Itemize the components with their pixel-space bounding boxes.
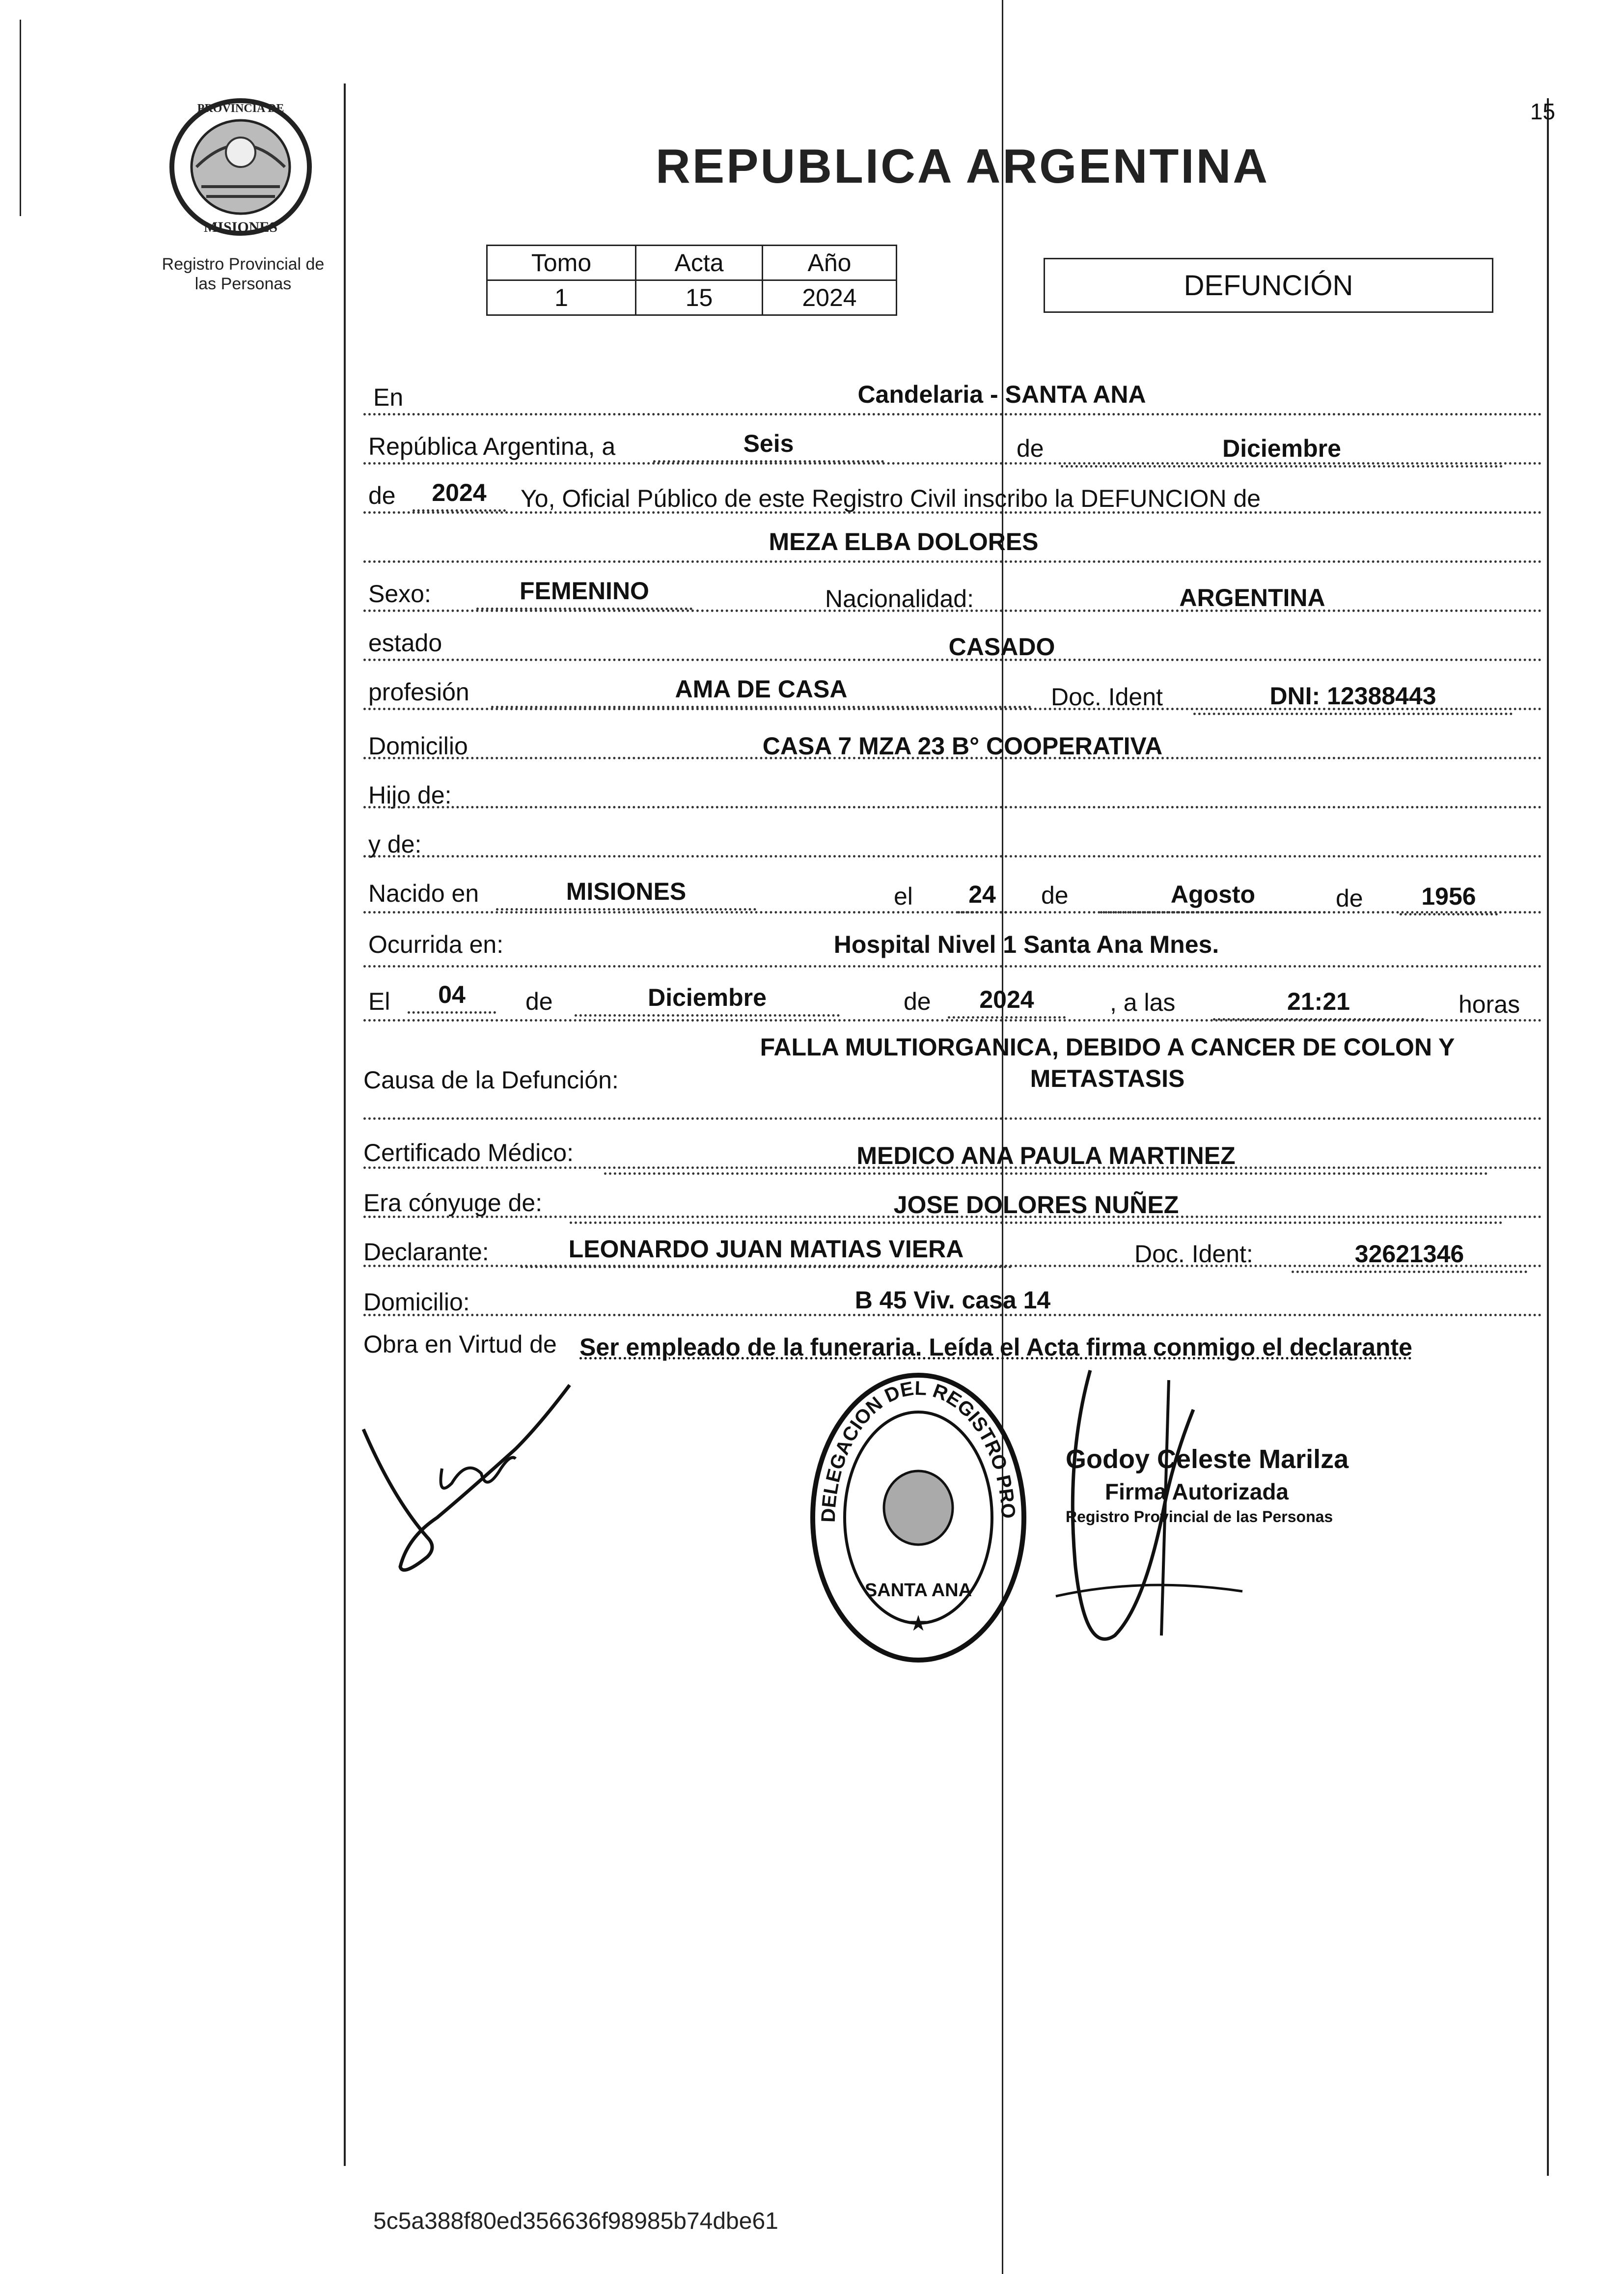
death-at-label: , a las bbox=[1110, 989, 1176, 1016]
occurred-label: Ocurrida en: bbox=[368, 931, 504, 958]
page-number: 15 bbox=[1530, 99, 1555, 124]
certificate-label: Certificado Médico: bbox=[363, 1139, 574, 1166]
cause-value bbox=[668, 1031, 1547, 1094]
row-and-of bbox=[363, 810, 1542, 858]
ref-value-anio: 2024 bbox=[763, 280, 897, 315]
row-address bbox=[363, 712, 1542, 759]
en-label: En bbox=[373, 384, 404, 411]
reference-table bbox=[486, 245, 897, 316]
row-cause bbox=[363, 1031, 1542, 1120]
deceased-name: MEZA ELBA DOLORES bbox=[769, 528, 1039, 555]
civil-status-label: estado bbox=[368, 629, 442, 657]
ref-value-acta: 15 bbox=[636, 280, 763, 315]
death-month: Diciembre bbox=[575, 983, 840, 1012]
row-certificate bbox=[363, 1120, 1542, 1169]
born-label: Nacido en bbox=[368, 880, 479, 907]
declarant-doc-value: 32621346 bbox=[1292, 1240, 1527, 1268]
profession-value: AMA DE CASA bbox=[491, 675, 1031, 703]
sex-label: Sexo: bbox=[368, 580, 431, 608]
registry-caption-line1: Registro Provincial de bbox=[162, 255, 325, 274]
doc-value: DNI: 12388443 bbox=[1193, 682, 1513, 710]
by-virtue-value: Ser empleado de la funeraria. Leída el Acta firma conmigo el declarante bbox=[579, 1333, 1412, 1361]
en-value: Candelaria - SANTA ANA bbox=[857, 381, 1146, 408]
ref-value-tomo: 1 bbox=[487, 280, 636, 315]
cause-line2: METASTASIS bbox=[1030, 1065, 1185, 1092]
row-year bbox=[363, 467, 1542, 514]
date-de-label: de bbox=[1017, 435, 1044, 462]
address-label: Domicilio bbox=[368, 732, 468, 760]
date-day: Seis bbox=[653, 429, 884, 458]
year-label: de bbox=[368, 482, 396, 509]
death-el-label: El bbox=[368, 988, 390, 1015]
delegation-stamp bbox=[805, 1365, 1031, 1672]
record-type-box bbox=[1044, 258, 1493, 313]
provincial-seal bbox=[162, 93, 319, 248]
doc-label: Doc. Ident bbox=[1051, 683, 1163, 711]
declarant-doc-label: Doc. Ident: bbox=[1134, 1240, 1253, 1268]
ref-header-anio: Año bbox=[763, 246, 897, 280]
row-death-date bbox=[363, 968, 1542, 1022]
death-de-label: de bbox=[525, 988, 553, 1015]
declarant-address-label: Domicilio: bbox=[363, 1288, 470, 1316]
death-time: 21:21 bbox=[1213, 987, 1424, 1016]
row-child-of bbox=[363, 761, 1542, 808]
and-of-label: y de: bbox=[368, 831, 422, 858]
nationality-value: ARGENTINA bbox=[1179, 584, 1325, 611]
seal-text-top: PROVINCIA DE bbox=[197, 102, 284, 115]
cause-label: Causa de la Defunción: bbox=[363, 1066, 619, 1094]
civil-status-value: CASADO bbox=[948, 633, 1055, 661]
born-de2-label: de bbox=[1336, 885, 1363, 912]
row-born bbox=[363, 860, 1542, 914]
born-day: 24 bbox=[958, 880, 1007, 909]
left-edge-mark bbox=[20, 20, 21, 216]
address-value: CASA 7 MZA 23 B° COOPERATIVA bbox=[762, 732, 1163, 760]
round-stamp-center-text: SANTA ANA bbox=[864, 1580, 972, 1601]
registry-caption-line2: las Personas bbox=[194, 275, 292, 293]
document-hash: 5c5a388f80ed356636f98985b74dbe61 bbox=[373, 2208, 778, 2234]
row-by-virtue bbox=[363, 1326, 1547, 1365]
record-type: DEFUNCIÓN bbox=[1184, 269, 1353, 302]
registry-caption bbox=[147, 254, 339, 294]
declarant-signature bbox=[354, 1370, 579, 1586]
born-el-label: el bbox=[894, 883, 913, 910]
sex-value: FEMENINO bbox=[476, 577, 692, 605]
date-month: Diciembre bbox=[1061, 434, 1503, 463]
certificate-value: MEDICO ANA PAULA MARTINEZ bbox=[604, 1141, 1488, 1170]
date-label: República Argentina, a bbox=[368, 433, 616, 460]
occurred-value: Hospital Nivel 1 Santa Ana Mnes. bbox=[833, 931, 1219, 958]
row-declarant bbox=[363, 1218, 1542, 1267]
round-stamp-ring-text: DELEGACION DEL REGISTRO PRO bbox=[817, 1377, 1019, 1523]
born-month: Agosto bbox=[1100, 880, 1326, 909]
death-year: 2024 bbox=[948, 985, 1066, 1014]
declarant-label: Declarante: bbox=[363, 1238, 489, 1266]
row-spouse bbox=[363, 1169, 1542, 1218]
row-en bbox=[363, 368, 1542, 416]
statement-text: Yo, Oficial Público de este Registro Civil inscribo la DEFUNCION de bbox=[521, 485, 1261, 512]
death-de2-label: de bbox=[904, 988, 931, 1015]
born-place: MISIONES bbox=[496, 877, 756, 906]
seal-text-bottom: MISIONES bbox=[203, 219, 278, 235]
official-office: Registro Provincial de las Personas bbox=[1066, 1508, 1333, 1525]
form-right-border bbox=[1547, 98, 1549, 2176]
spouse-value: JOSE DOLORES NUÑEZ bbox=[570, 1191, 1503, 1219]
death-day: 04 bbox=[408, 980, 496, 1009]
nationality-label: Nacionalidad: bbox=[825, 585, 974, 612]
row-status bbox=[363, 614, 1542, 661]
ref-header-acta: Acta bbox=[636, 246, 763, 280]
page-title: REPUBLICA ARGENTINA bbox=[656, 139, 1270, 193]
row-name bbox=[363, 516, 1542, 563]
official-name: Godoy Celeste Marilza bbox=[1066, 1444, 1349, 1474]
by-virtue-label: Obra en Virtud de bbox=[363, 1331, 557, 1358]
date-year: 2024 bbox=[413, 478, 506, 507]
row-declarant-address bbox=[363, 1267, 1542, 1316]
declarant-value: LEONARDO JUAN MATIAS VIERA bbox=[521, 1235, 1012, 1263]
row-occurred bbox=[363, 914, 1542, 968]
cause-line1: FALLA MULTIORGANICA, DEBIDO A CANCER DE COLON Y bbox=[760, 1033, 1455, 1061]
child-of-label: Hijo de: bbox=[368, 781, 452, 809]
row-profession bbox=[363, 663, 1542, 710]
ref-header-tomo: Tomo bbox=[487, 246, 636, 280]
profession-label: profesión bbox=[368, 678, 469, 706]
death-hours-label: horas bbox=[1459, 991, 1520, 1018]
official-title: Firma Autorizada bbox=[1105, 1479, 1289, 1504]
spouse-label: Era cónyuge de: bbox=[363, 1189, 543, 1217]
star-icon: ★ bbox=[908, 1611, 928, 1636]
row-date bbox=[363, 417, 1542, 465]
form-left-border bbox=[344, 83, 346, 2166]
born-year: 1956 bbox=[1400, 882, 1498, 911]
declarant-address-value: B 45 Viv. casa 14 bbox=[854, 1286, 1051, 1314]
born-de-label: de bbox=[1041, 882, 1069, 909]
row-sex bbox=[363, 565, 1542, 612]
